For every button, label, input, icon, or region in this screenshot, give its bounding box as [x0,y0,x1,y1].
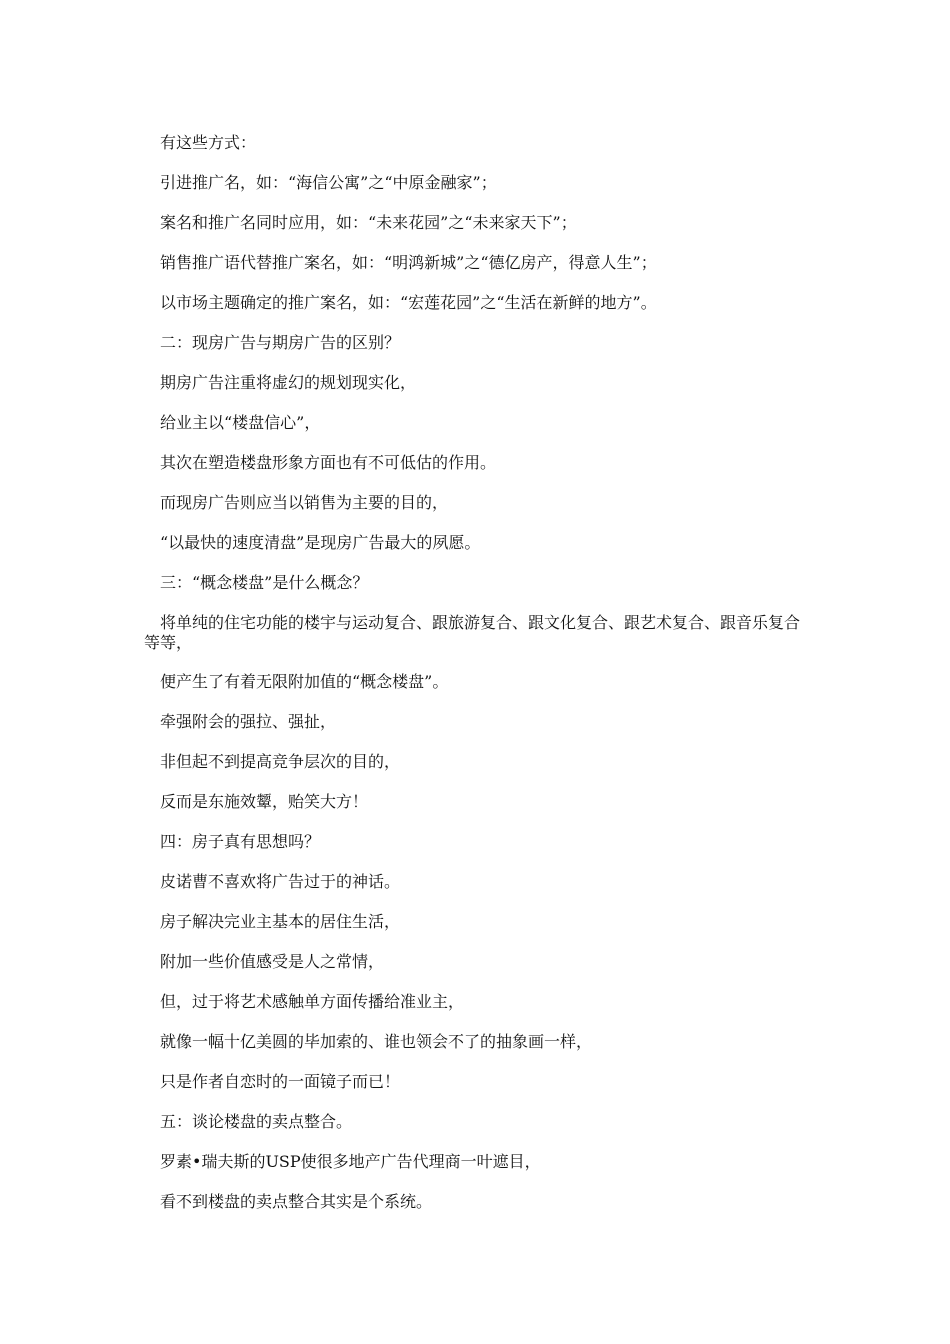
paragraph-17: 反而是东施效颦，贻笑大方！ [160,792,369,811]
paragraph-1: 有这些方式： [160,133,257,152]
section-heading-4: 四：房子真有思想吗？ [160,832,321,851]
paragraph-27: 看不到楼盘的卖点整合其实是个系统。 [160,1192,433,1211]
paragraph-9: 其次在塑造楼盘形象方面也有不可低估的作用。 [160,453,497,472]
section-heading-5: 五：谈论楼盘的卖点整合。 [160,1112,353,1131]
paragraph-22: 但，过于将艺术感触单方面传播给准业主， [160,992,465,1011]
paragraph-11: “以最快的速度清盘”是现房广告最大的夙愿。 [160,533,481,552]
paragraph-13: 将单纯的住宅功能的楼宇与运动复合、跟旅游复合、跟文化复合、跟艺术复合、跟音乐复合等等， [144,613,801,652]
section-heading-3: 三：“概念楼盘”是什么概念？ [160,573,369,592]
paragraph-26: 罗素•瑞夫斯的USP使很多地产广告代理商一叶遮目， [160,1152,541,1171]
paragraph-21: 附加一些价值感受是人之常情， [160,952,385,971]
paragraph-23: 就像一幅十亿美圆的毕加索的、谁也领会不了的抽象画一样， [160,1032,593,1051]
paragraph-20: 房子解决完业主基本的居住生活， [160,912,401,931]
paragraph-15: 牵强附会的强拉、强扯， [160,712,337,731]
paragraph-19: 皮诺曹不喜欢将广告过于的神话。 [160,872,401,891]
section-heading-2: 二：现房广告与期房广告的区别？ [160,333,401,352]
document-body [144,133,810,1232]
paragraph-4: 销售推广语代替推广案名，如：“明鸿新城”之“德亿房产，得意人生”； [160,253,657,272]
paragraph-14: 便产生了有着无限附加值的“概念楼盘”。 [160,672,449,691]
paragraph-16: 非但起不到提高竞争层次的目的， [160,752,401,771]
paragraph-8: 给业主以“楼盘信心”， [160,413,321,432]
paragraph-24: 只是作者自恋时的一面镜子而已！ [160,1072,401,1091]
paragraph-2: 引进推广名，如：“海信公寓”之“中原金融家”； [160,173,497,192]
paragraph-3: 案名和推广名同时应用，如：“未来花园”之“未来家天下”； [160,213,577,232]
paragraph-7: 期房广告注重将虚幻的规划现实化， [160,373,417,392]
paragraph-5: 以市场主题确定的推广案名，如：“宏莲花园”之“生活在新鲜的地方”。 [160,293,657,312]
paragraph-10: 而现房广告则应当以销售为主要的目的， [160,493,449,512]
